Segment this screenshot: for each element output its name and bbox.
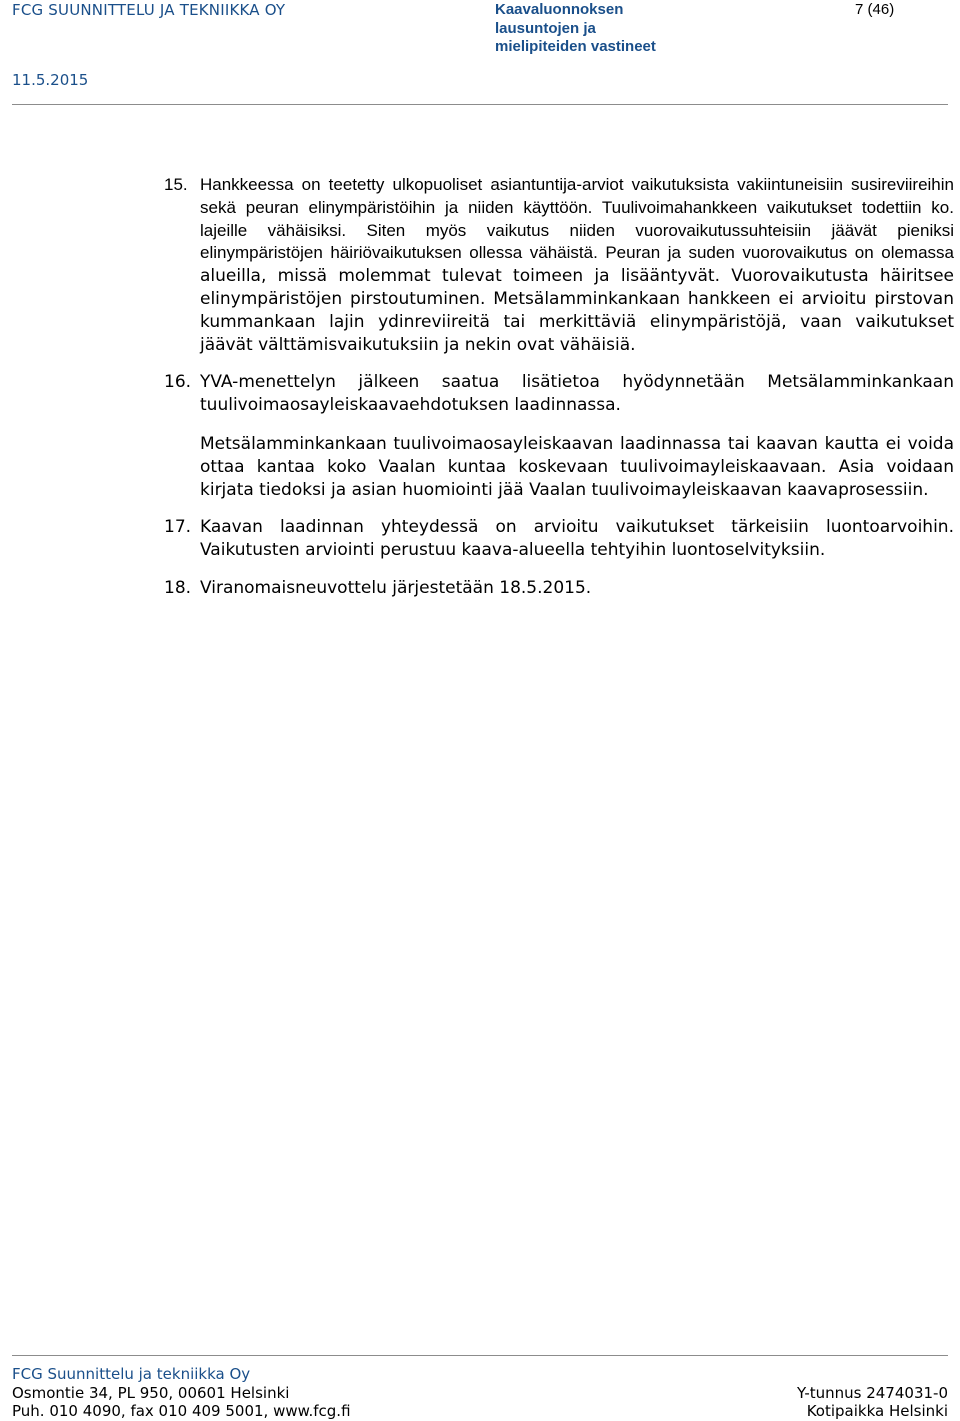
response-item <box>164 516 954 562</box>
item-number: 15. <box>164 175 188 194</box>
footer-company-name: FCG Suunnittelu ja tekniikka Oy <box>12 1365 251 1383</box>
footer-business-id: Y-tunnus 2474031-0 <box>796 1384 948 1402</box>
item-number: 17. <box>164 517 192 538</box>
paragraph-text-run: YVA-menettelyn jälkeen saatua lisätietoa hyödynnetään Metsälamminkankaan tuulivoimaosayleiskaavaehdotuksen laadinnassa. <box>200 372 954 416</box>
item-body <box>200 371 954 501</box>
page-footer <box>12 1355 948 1421</box>
item-paragraph <box>200 516 954 562</box>
header-date: 11.5.2015 <box>12 71 89 89</box>
item-number: 18. <box>164 577 192 598</box>
footer-domicile: Kotipaikka Helsinki <box>806 1402 948 1420</box>
response-item <box>164 371 954 501</box>
page-number: 7 (46) <box>855 1 895 18</box>
paragraph-text-run: Metsälamminkankaan tuulivoimaosayleiskaavan laadinnassa tai kaavan kautta ei voida ottaa kantaa koko Vaalan kuntaa koskevaan tuulivoimayleiskaavaan. Asia voidaan kirjata tiedoksi ja asian huomiointi jää Vaalan tuulivoimayleiskaavan kaavaprosessiin. <box>200 433 954 500</box>
document-title-line: mielipiteiden vastineet <box>495 38 656 55</box>
header-divider <box>12 104 948 105</box>
paragraph-text-run: alueilla, missä molemmat tulevat toimeen ja lisääntyvät. Vuorovaikutusta häiritsee elinympäristöjen pirstoutuminen. Metsälamminkankaan hankkeen ei arvioitu pirstovan kummankaan lajin ydinreviireitä tai merkittäviä elinympäristöjä, vaan vaikutukset jäävät välttämisvaikutuksiin ja nekin ovat vähäisiä. <box>200 266 954 355</box>
response-item <box>164 174 954 356</box>
item-body <box>200 516 954 562</box>
paragraph-text-run: Viranomaisneuvottelu järjestetään 18.5.2015. <box>200 577 592 598</box>
item-paragraph <box>200 433 954 501</box>
response-item <box>164 577 954 600</box>
header-company-name: FCG SUUNNITTELU JA TEKNIIKKA OY <box>12 1 286 19</box>
page-header <box>12 0 948 106</box>
document-title-line: lausuntojen ja <box>495 19 596 37</box>
footer-contact: Puh. 010 4090, fax 010 409 5001, www.fcg.fi <box>12 1402 351 1420</box>
paragraph-text-run: Hankkeessa on teetetty ulkopuoliset asiantuntija-arviot vaikutuksista vakiintuneisiin susireviireihin sekä peuran elinympäristöihin ja niiden käyttöön. Tuulivoimahankkeen vaikutukset todettiin ko. lajeille vähäisiksi. Siten myös vaikutus niiden vuorovaikutussuhteisiin jäävät pieniksi elinympäristöjen häiriövaikutuksen ollessa vähäistä. Peuran ja suden vuorovaikutus on olemassa <box>200 175 954 263</box>
footer-address: Osmontie 34, PL 950, 00601 Helsinki <box>12 1384 290 1402</box>
item-body <box>200 577 954 600</box>
document-body <box>164 174 954 615</box>
paragraph-text-run: Kaavan laadinnan yhteydessä on arvioitu vaikutukset tärkeisiin luontoarvoihin. Vaikutusten arviointi perustuu kaava-alueella tehtyihin luontoselvityksiin. <box>200 517 954 561</box>
document-title-line: Kaavaluonnoksen <box>495 1 624 18</box>
item-number: 16. <box>164 372 192 393</box>
item-paragraph <box>200 174 954 356</box>
document-title <box>495 1 656 57</box>
item-body <box>200 174 954 356</box>
item-paragraph <box>200 577 954 600</box>
footer-divider <box>12 1355 948 1356</box>
item-paragraph <box>200 371 954 417</box>
